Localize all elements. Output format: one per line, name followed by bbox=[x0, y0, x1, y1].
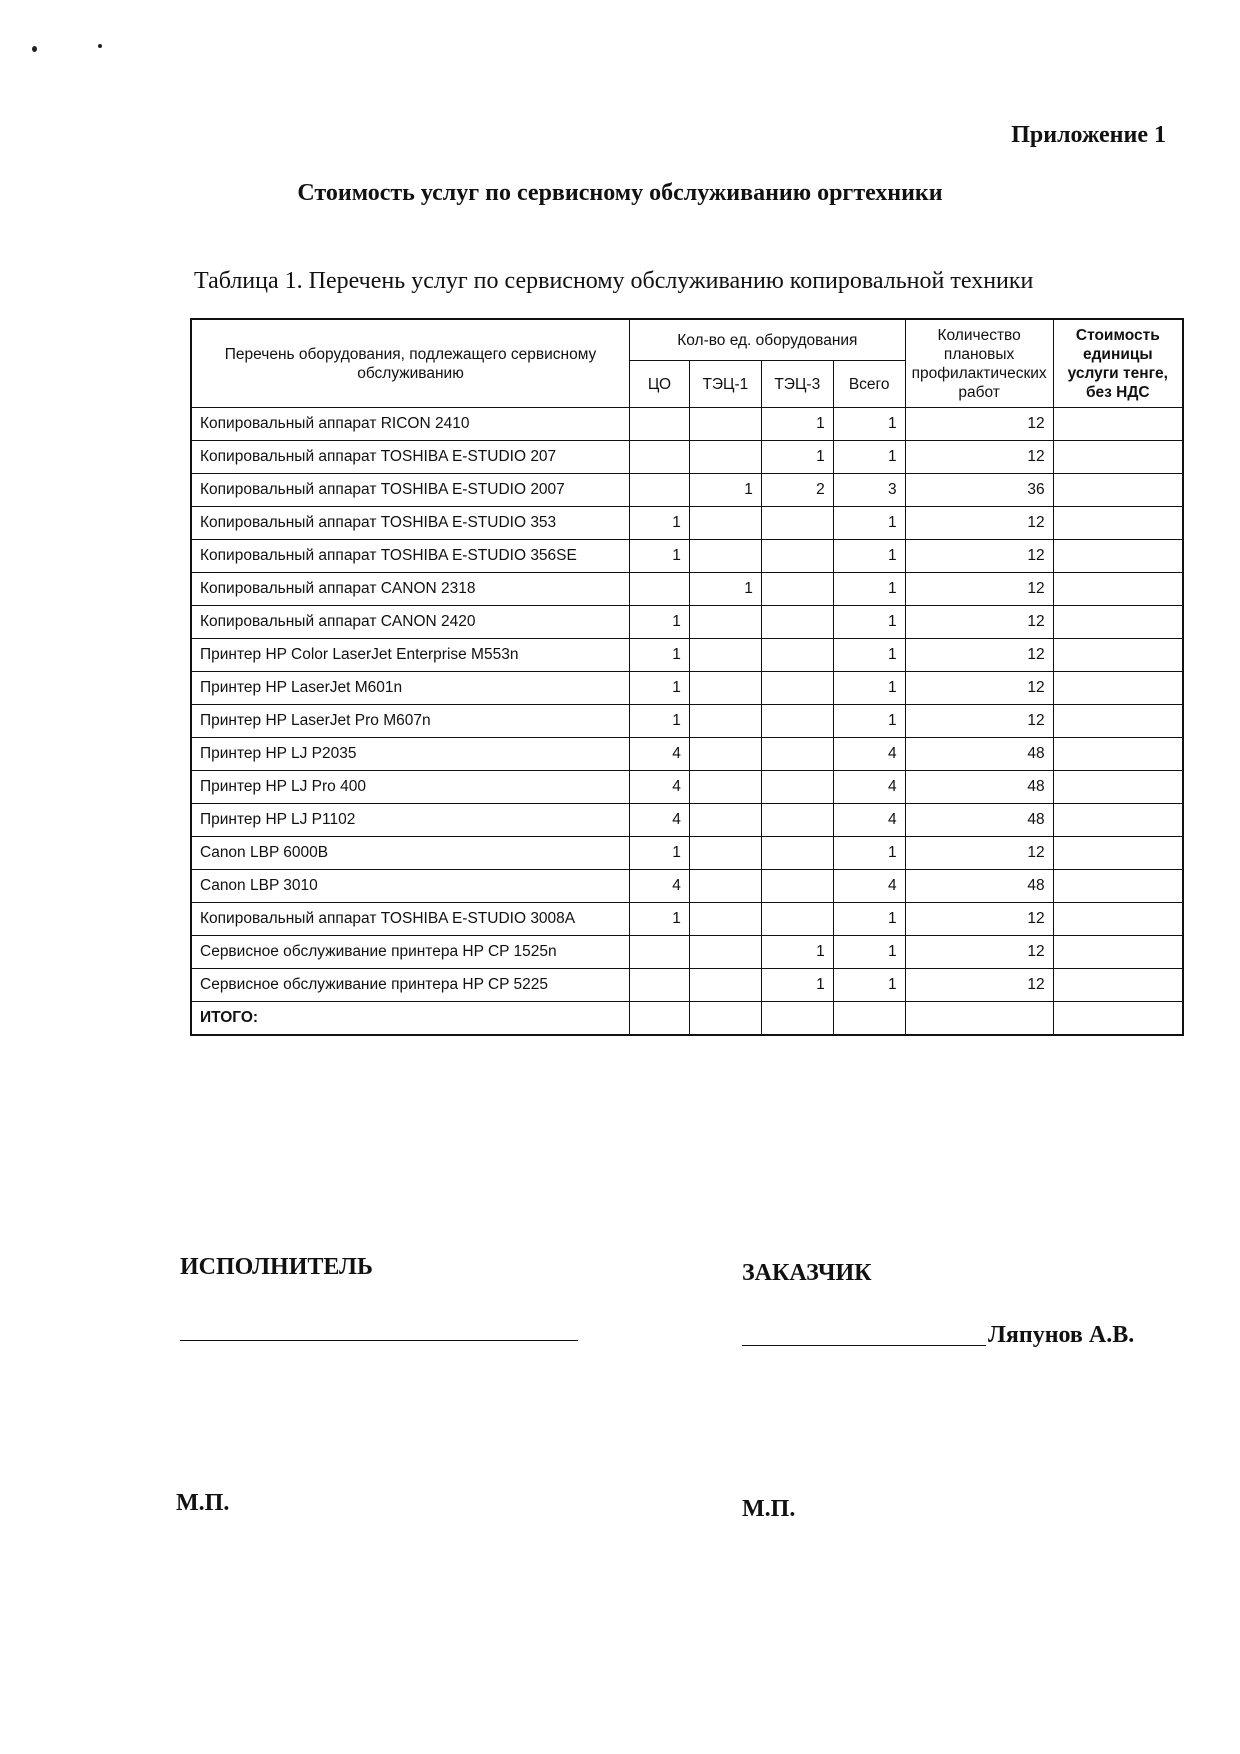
table-row bbox=[191, 870, 1183, 903]
qty-tec3: 1 bbox=[761, 969, 833, 1002]
equipment-name: Canon LBP 3010 bbox=[191, 870, 630, 903]
header-units-group: Кол-во ед. оборудования bbox=[630, 319, 906, 361]
unit-cost bbox=[1053, 540, 1183, 573]
total-label: ИТОГО: bbox=[191, 1002, 630, 1036]
qty-tec1 bbox=[689, 408, 761, 441]
qty-tec1 bbox=[689, 672, 761, 705]
qty-tec1 bbox=[689, 738, 761, 771]
qty-tec3 bbox=[761, 705, 833, 738]
qty-co: 1 bbox=[630, 705, 690, 738]
table-row bbox=[191, 804, 1183, 837]
services-table bbox=[190, 318, 1184, 1036]
qty-total: 3 bbox=[833, 474, 905, 507]
planned-works: 12 bbox=[905, 507, 1053, 540]
total-cost bbox=[1053, 1002, 1183, 1036]
qty-co: 1 bbox=[630, 837, 690, 870]
qty-tec3: 2 bbox=[761, 474, 833, 507]
unit-cost bbox=[1053, 441, 1183, 474]
table-row bbox=[191, 672, 1183, 705]
header-tec3: ТЭЦ-3 bbox=[761, 361, 833, 408]
qty-tec3 bbox=[761, 738, 833, 771]
unit-cost bbox=[1053, 639, 1183, 672]
qty-co: 1 bbox=[630, 639, 690, 672]
equipment-name: Canon LBP 6000B bbox=[191, 837, 630, 870]
table-row bbox=[191, 771, 1183, 804]
unit-cost bbox=[1053, 672, 1183, 705]
customer-label: ЗАКАЗЧИК bbox=[742, 1260, 872, 1286]
unit-cost bbox=[1053, 507, 1183, 540]
customer-name: Ляпунов А.В. bbox=[988, 1322, 1135, 1348]
qty-tec3: 1 bbox=[761, 408, 833, 441]
executor-label: ИСПОЛНИТЕЛЬ bbox=[180, 1254, 373, 1280]
qty-total: 1 bbox=[833, 606, 905, 639]
qty-tec3 bbox=[761, 837, 833, 870]
planned-works: 36 bbox=[905, 474, 1053, 507]
unit-cost bbox=[1053, 870, 1183, 903]
executor-signature-line bbox=[180, 1340, 578, 1341]
qty-tec3 bbox=[761, 507, 833, 540]
qty-co: 1 bbox=[630, 507, 690, 540]
qty-tec1: 1 bbox=[689, 474, 761, 507]
qty-total: 1 bbox=[833, 441, 905, 474]
qty-total: 4 bbox=[833, 870, 905, 903]
planned-works: 12 bbox=[905, 408, 1053, 441]
table-row bbox=[191, 936, 1183, 969]
unit-cost bbox=[1053, 903, 1183, 936]
qty-tec3 bbox=[761, 870, 833, 903]
unit-cost bbox=[1053, 804, 1183, 837]
equipment-name: Копировальный аппарат RICON 2410 bbox=[191, 408, 630, 441]
qty-tec1 bbox=[689, 969, 761, 1002]
total-all bbox=[833, 1002, 905, 1036]
qty-tec1 bbox=[689, 507, 761, 540]
qty-tec3 bbox=[761, 540, 833, 573]
header-tec1: ТЭЦ-1 bbox=[689, 361, 761, 408]
header-equipment: Перечень оборудования, подлежащего сервисному обслуживанию bbox=[191, 319, 630, 408]
unit-cost bbox=[1053, 705, 1183, 738]
qty-co bbox=[630, 441, 690, 474]
planned-works: 48 bbox=[905, 738, 1053, 771]
unit-cost bbox=[1053, 969, 1183, 1002]
qty-tec1 bbox=[689, 606, 761, 639]
table-row bbox=[191, 837, 1183, 870]
customer-signature-line bbox=[742, 1345, 986, 1346]
stamp-right: М.П. bbox=[742, 1496, 796, 1522]
planned-works: 48 bbox=[905, 771, 1053, 804]
qty-co bbox=[630, 474, 690, 507]
table-row bbox=[191, 705, 1183, 738]
qty-tec1 bbox=[689, 870, 761, 903]
qty-tec3 bbox=[761, 903, 833, 936]
equipment-name: Копировальный аппарат TOSHIBA E-STUDIO 2007 bbox=[191, 474, 630, 507]
total-tec1 bbox=[689, 1002, 761, 1036]
equipment-name: Копировальный аппарат TOSHIBA E-STUDIO 356SE bbox=[191, 540, 630, 573]
planned-works: 12 bbox=[905, 705, 1053, 738]
qty-tec1 bbox=[689, 639, 761, 672]
qty-tec3 bbox=[761, 606, 833, 639]
table-row bbox=[191, 507, 1183, 540]
qty-co bbox=[630, 936, 690, 969]
qty-total: 1 bbox=[833, 672, 905, 705]
equipment-name: Копировальный аппарат TOSHIBA E-STUDIO 3008A bbox=[191, 903, 630, 936]
planned-works: 12 bbox=[905, 936, 1053, 969]
qty-total: 4 bbox=[833, 804, 905, 837]
qty-tec1 bbox=[689, 837, 761, 870]
unit-cost bbox=[1053, 474, 1183, 507]
equipment-name: Принтер HP LJ Pro 400 bbox=[191, 771, 630, 804]
stamp-left: М.П. bbox=[176, 1490, 230, 1516]
planned-works: 12 bbox=[905, 540, 1053, 573]
qty-total: 1 bbox=[833, 837, 905, 870]
total-row bbox=[191, 1002, 1183, 1036]
table-row bbox=[191, 408, 1183, 441]
qty-co bbox=[630, 969, 690, 1002]
planned-works: 48 bbox=[905, 870, 1053, 903]
qty-co: 1 bbox=[630, 540, 690, 573]
qty-co: 4 bbox=[630, 771, 690, 804]
planned-works: 12 bbox=[905, 903, 1053, 936]
qty-tec3 bbox=[761, 639, 833, 672]
qty-co: 4 bbox=[630, 870, 690, 903]
qty-total: 4 bbox=[833, 738, 905, 771]
document-title: Стоимость услуг по сервисному обслуживанию оргтехники bbox=[297, 180, 943, 206]
equipment-name: Принтер HP Color LaserJet Enterprise M553n bbox=[191, 639, 630, 672]
table-row bbox=[191, 573, 1183, 606]
table-row bbox=[191, 474, 1183, 507]
qty-total: 4 bbox=[833, 771, 905, 804]
qty-tec3 bbox=[761, 672, 833, 705]
qty-total: 1 bbox=[833, 540, 905, 573]
qty-tec1 bbox=[689, 936, 761, 969]
unit-cost bbox=[1053, 606, 1183, 639]
equipment-name: Копировальный аппарат CANON 2318 bbox=[191, 573, 630, 606]
unit-cost bbox=[1053, 738, 1183, 771]
qty-total: 1 bbox=[833, 969, 905, 1002]
planned-works: 12 bbox=[905, 837, 1053, 870]
qty-co: 4 bbox=[630, 804, 690, 837]
qty-tec1 bbox=[689, 705, 761, 738]
qty-tec1 bbox=[689, 771, 761, 804]
table-row bbox=[191, 903, 1183, 936]
equipment-name: Копировальный аппарат CANON 2420 bbox=[191, 606, 630, 639]
qty-co: 1 bbox=[630, 606, 690, 639]
qty-co: 1 bbox=[630, 672, 690, 705]
qty-total: 1 bbox=[833, 936, 905, 969]
table-row bbox=[191, 969, 1183, 1002]
planned-works: 12 bbox=[905, 672, 1053, 705]
qty-total: 1 bbox=[833, 507, 905, 540]
table-row bbox=[191, 639, 1183, 672]
unit-cost bbox=[1053, 936, 1183, 969]
qty-total: 1 bbox=[833, 573, 905, 606]
qty-total: 1 bbox=[833, 639, 905, 672]
equipment-name: Копировальный аппарат TOSHIBA E-STUDIO 207 bbox=[191, 441, 630, 474]
total-works bbox=[905, 1002, 1053, 1036]
header-co: ЦО bbox=[630, 361, 690, 408]
qty-tec3 bbox=[761, 771, 833, 804]
qty-total: 1 bbox=[833, 705, 905, 738]
qty-total: 1 bbox=[833, 408, 905, 441]
scan-speck bbox=[32, 46, 37, 52]
equipment-name: Копировальный аппарат TOSHIBA E-STUDIO 353 bbox=[191, 507, 630, 540]
qty-tec1 bbox=[689, 441, 761, 474]
planned-works: 12 bbox=[905, 573, 1053, 606]
header-unit-cost: Стоимость единицы услуги тенге, без НДС bbox=[1053, 319, 1183, 408]
table-row bbox=[191, 441, 1183, 474]
planned-works: 12 bbox=[905, 441, 1053, 474]
table-body bbox=[191, 408, 1183, 1002]
qty-tec3 bbox=[761, 573, 833, 606]
equipment-name: Принтер HP LJ P1102 bbox=[191, 804, 630, 837]
planned-works: 12 bbox=[905, 639, 1053, 672]
equipment-name: Принтер HP LJ P2035 bbox=[191, 738, 630, 771]
appendix-label: Приложение 1 bbox=[1011, 122, 1166, 148]
unit-cost bbox=[1053, 408, 1183, 441]
table-row bbox=[191, 606, 1183, 639]
header-planned-works: Количество плановых профилактических работ bbox=[905, 319, 1053, 408]
equipment-name: Принтер HP LaserJet Pro M607n bbox=[191, 705, 630, 738]
qty-tec3: 1 bbox=[761, 441, 833, 474]
qty-tec1 bbox=[689, 540, 761, 573]
table-row bbox=[191, 738, 1183, 771]
total-co bbox=[630, 1002, 690, 1036]
qty-tec3 bbox=[761, 804, 833, 837]
qty-tec1 bbox=[689, 804, 761, 837]
qty-co bbox=[630, 573, 690, 606]
qty-co: 1 bbox=[630, 903, 690, 936]
equipment-name: Принтер HP LaserJet M601n bbox=[191, 672, 630, 705]
planned-works: 12 bbox=[905, 969, 1053, 1002]
equipment-name: Сервисное обслуживание принтера HP CP 5225 bbox=[191, 969, 630, 1002]
unit-cost bbox=[1053, 771, 1183, 804]
qty-co: 4 bbox=[630, 738, 690, 771]
scan-speck bbox=[98, 44, 102, 48]
unit-cost bbox=[1053, 837, 1183, 870]
qty-tec1: 1 bbox=[689, 573, 761, 606]
planned-works: 48 bbox=[905, 804, 1053, 837]
header-total: Всего bbox=[833, 361, 905, 408]
planned-works: 12 bbox=[905, 606, 1053, 639]
unit-cost bbox=[1053, 573, 1183, 606]
table-row bbox=[191, 540, 1183, 573]
equipment-name: Сервисное обслуживание принтера HP CP 1525n bbox=[191, 936, 630, 969]
total-tec3 bbox=[761, 1002, 833, 1036]
qty-total: 1 bbox=[833, 903, 905, 936]
qty-tec3: 1 bbox=[761, 936, 833, 969]
table-caption: Таблица 1. Перечень услуг по сервисному обслуживанию копировальной техники bbox=[194, 268, 1034, 294]
qty-tec1 bbox=[689, 903, 761, 936]
qty-co bbox=[630, 408, 690, 441]
